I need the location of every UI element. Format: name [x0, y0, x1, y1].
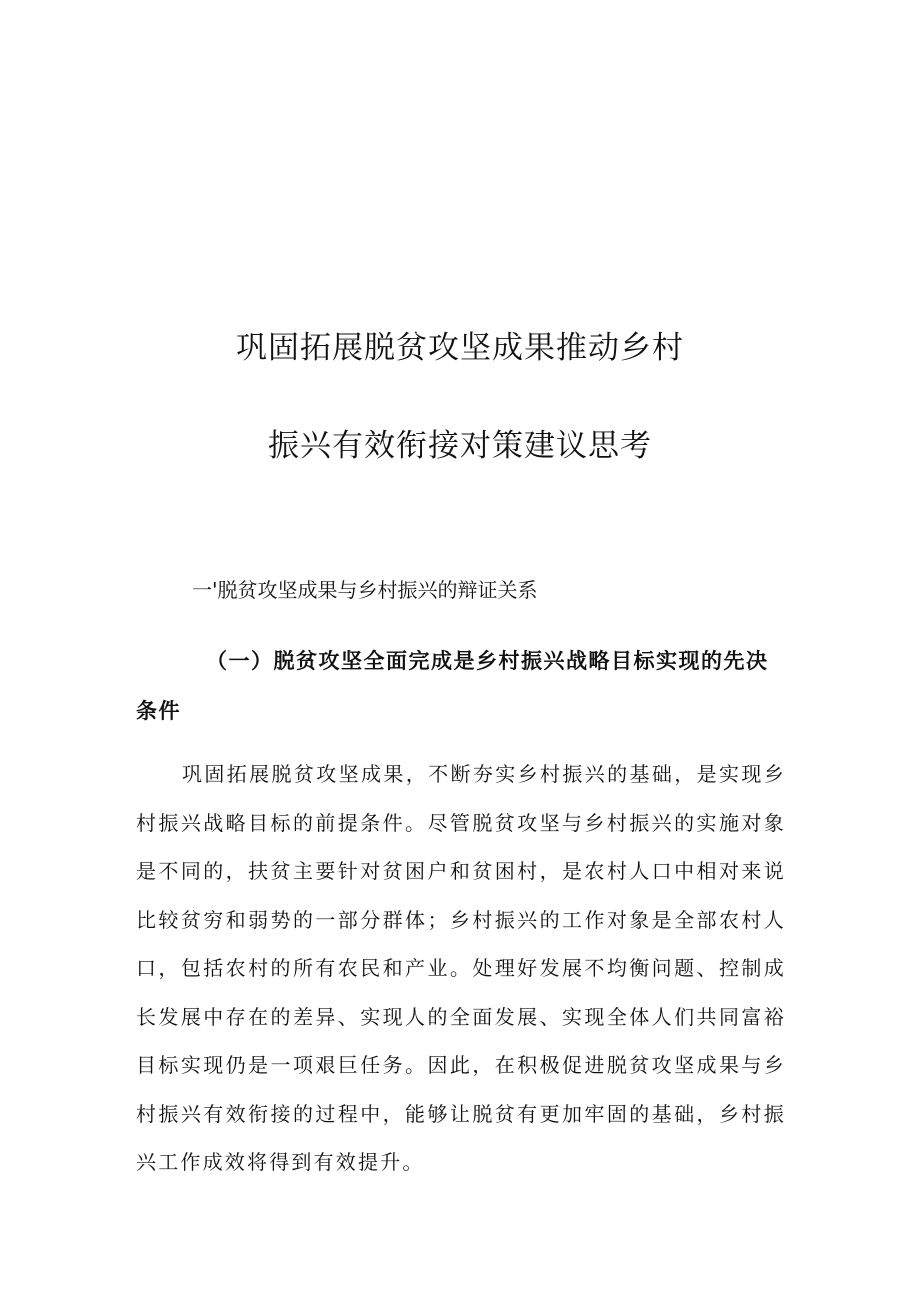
document-title-line-1: 巩固拓展脱贫攻坚成果推动乡村 [236, 330, 684, 366]
body-paragraph: 巩固拓展脱贫攻坚成果，不断夯实乡村振兴的基础，是实现乡村振兴战略目标的前提条件。尽管脱贫攻坚与乡村振兴的实施对象是不同的，扶贫主要针对贫困户和贫困村，是农村人口中相对来说比较贫穷和弱势的一部分群体；乡村振兴的工作对象是全部农村人口，包括农村的所有农民和产业。处理好发展不均衡问题、控制成长发展中存在的差异、实现人的全面发展、实现全体人们共同富裕目标实现仍是一项艰巨任务。因此，在积极促进脱贫攻坚成果与乡村振兴有效衔接的过程中，能够让脱贫有更加牢固的基础，乡村振兴工作成效将得到有效提升。 [136, 762, 786, 1174]
sub-heading: （一）脱贫攻坚全面完成是乡村振兴战略目标实现的先决条件 [136, 649, 769, 723]
document-title-line-2: 振兴有效衔接对策建议思考 [268, 428, 652, 464]
section-heading: 一'脱贫攻坚成果与乡村振兴的辩证关系 [192, 578, 538, 602]
